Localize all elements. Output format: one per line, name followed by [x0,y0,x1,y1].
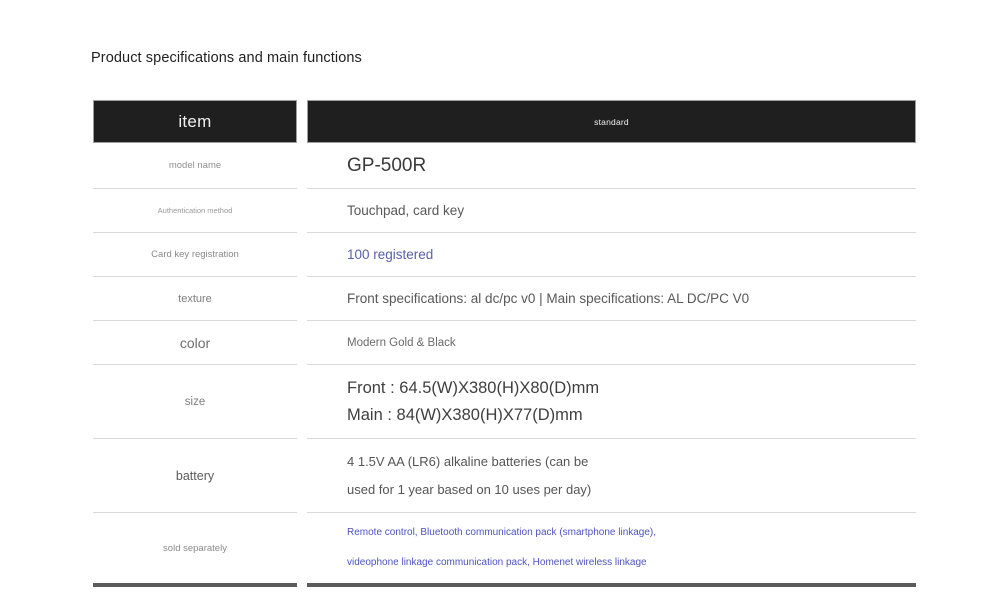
spec-table [93,100,916,587]
row-value-card-key-registration: 100 registered [307,233,916,277]
row-label-size: size [93,365,297,439]
row-label-sold-separately: sold separately [93,513,297,587]
size-line-main: Main : 84(W)X380(H)X77(D)mm [347,405,583,424]
row-value-sold-separately [307,513,916,587]
sold-separately-line-2: videophone linkage communication pack, Homenet wireless linkage [347,557,647,568]
row-label-model-name: model name [93,143,297,189]
row-value-model-name: GP-500R [307,143,916,189]
row-label-card-key-registration: Card key registration [93,233,297,277]
row-value-color: Modern Gold & Black [307,321,916,365]
row-value-authentication-method: Touchpad, card key [307,189,916,233]
sold-separately-line-1: Remote control, Bluetooth communication pack (smartphone linkage), [347,527,657,538]
battery-line-2: used for 1 year based on 10 uses per day) [347,481,592,497]
row-label-authentication-method: Authentication method [93,189,297,233]
row-label-texture: texture [93,277,297,321]
column-header-standard: standard [307,100,916,143]
row-value-texture: Front specifications: al dc/pc v0 | Main specifications: AL DC/PC V0 [307,277,916,321]
row-label-battery: battery [93,439,297,513]
size-line-front: Front : 64.5(W)X380(H)X80(D)mm [347,378,600,397]
row-value-battery [307,439,916,513]
column-header-item: item [93,100,297,143]
row-value-size [307,365,916,439]
row-label-color: color [93,321,297,365]
battery-line-1: 4 1.5V AA (LR6) alkaline batteries (can be [347,454,589,470]
page-title: Product specifications and main functions [91,50,362,66]
